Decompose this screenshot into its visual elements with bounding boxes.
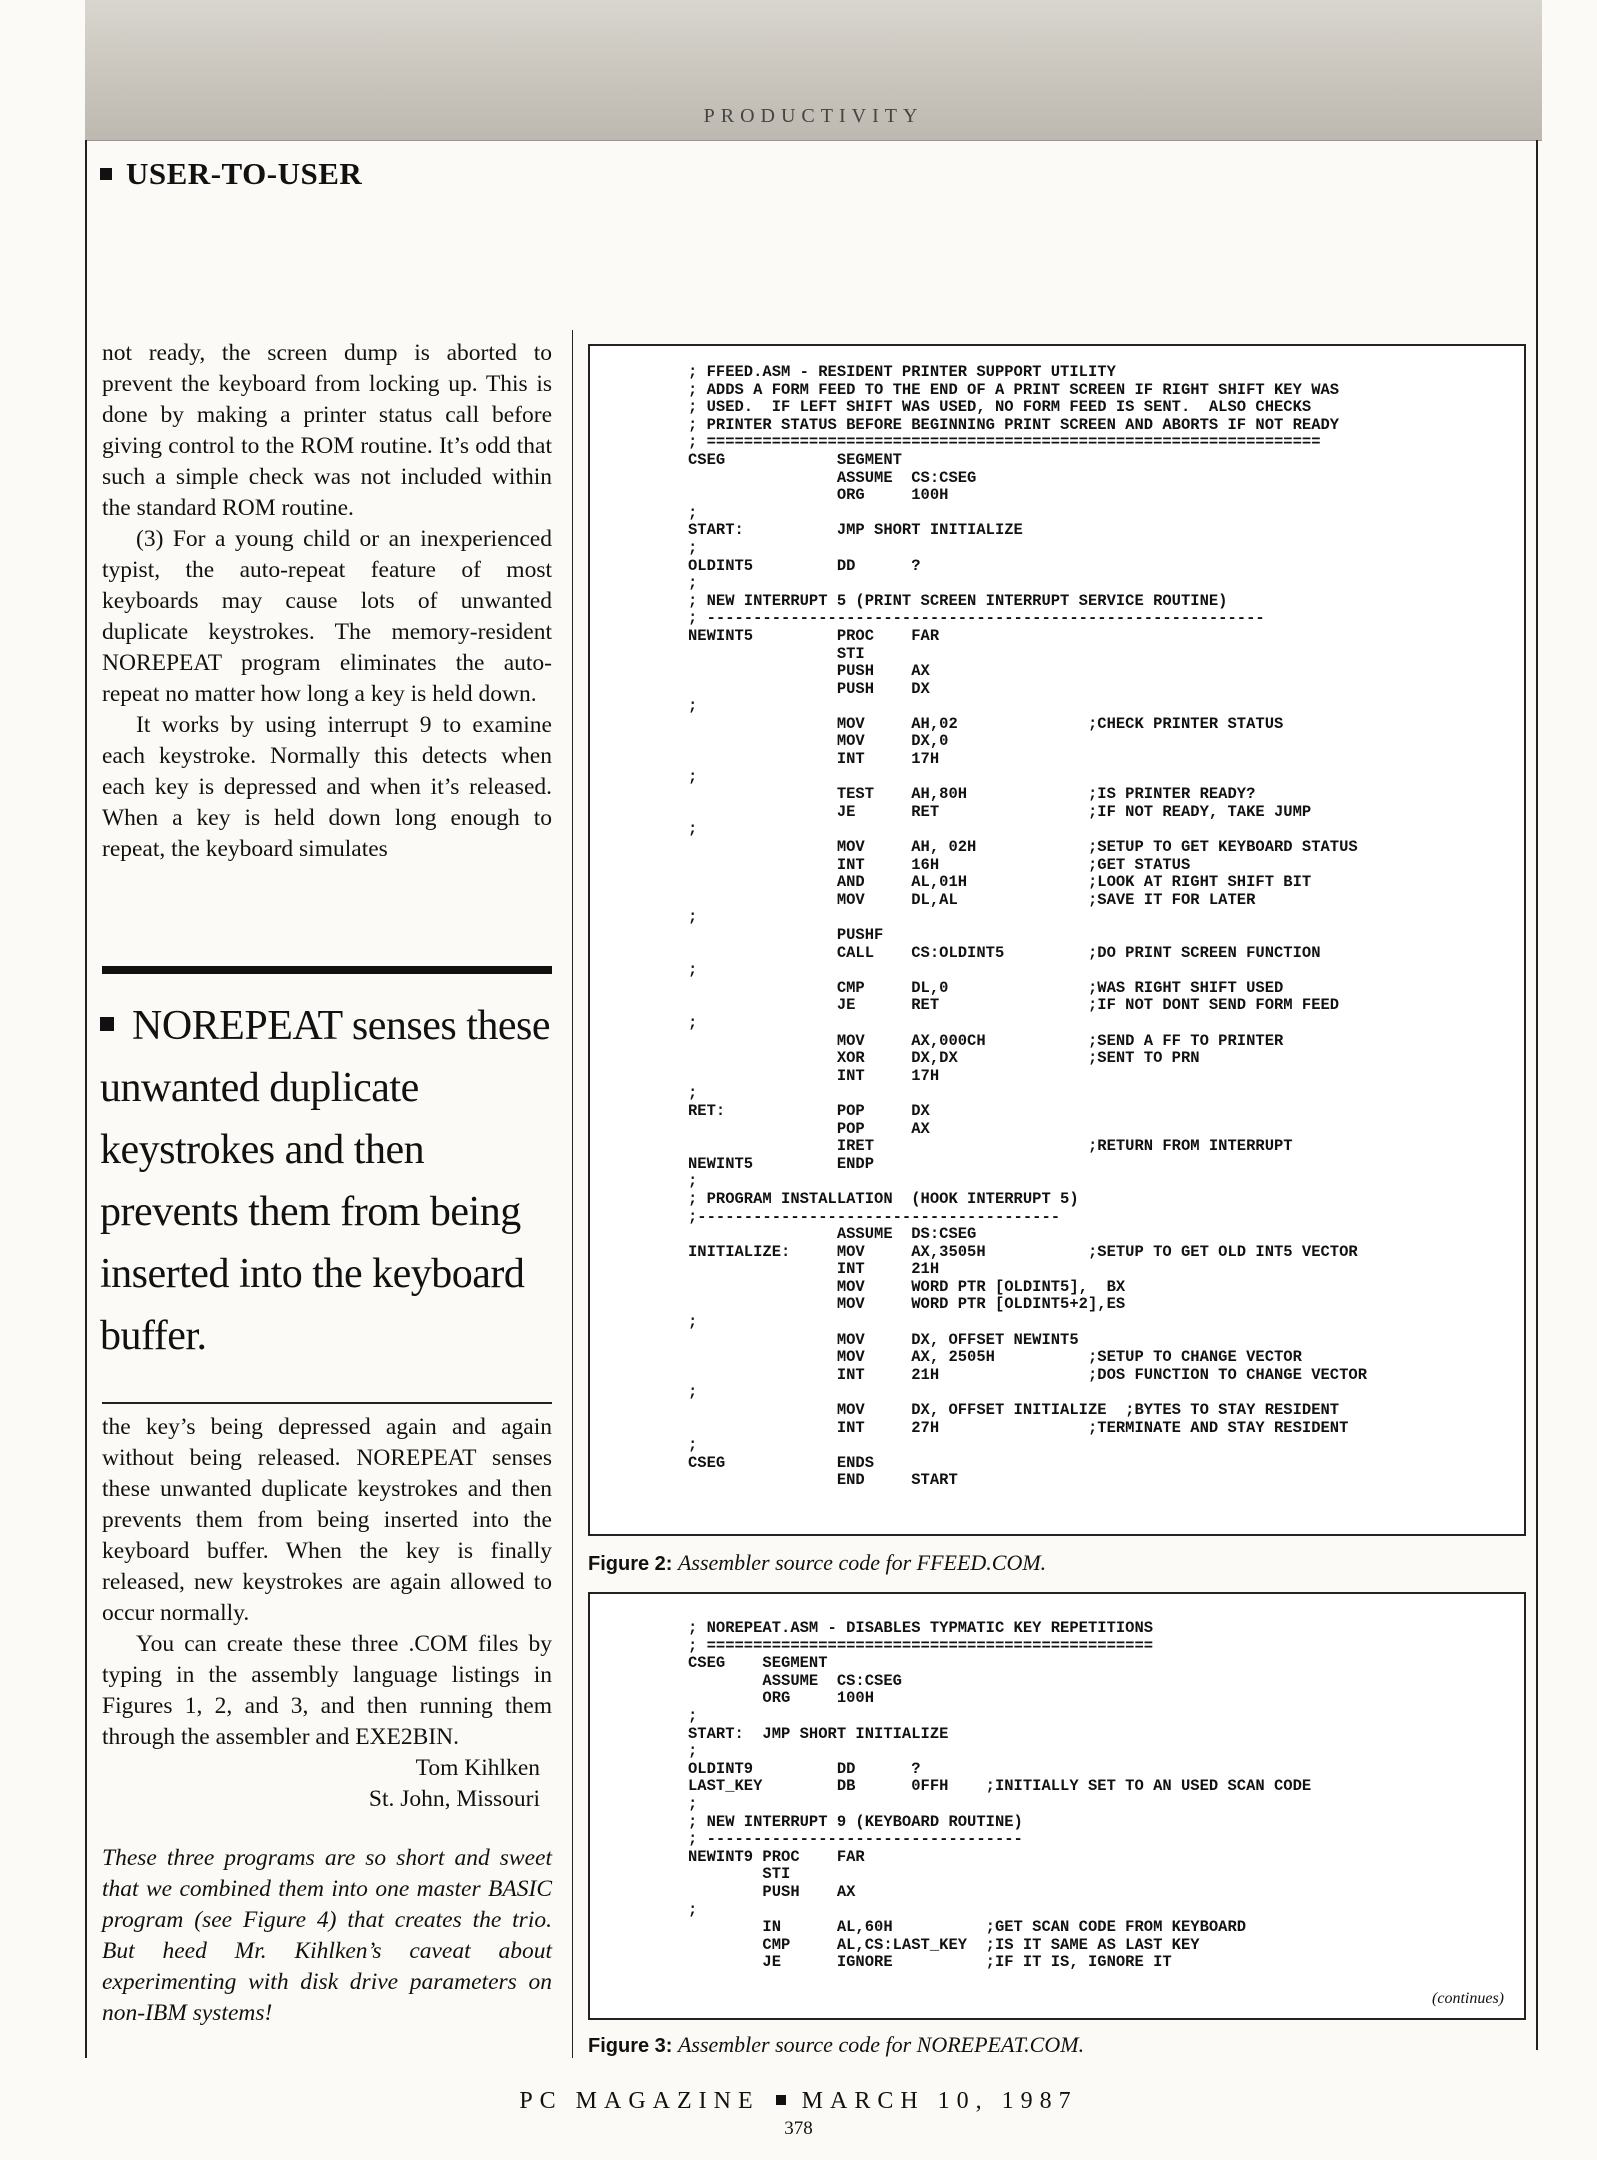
figure-3-code-box: [588, 1592, 1526, 2020]
pullquote-rule-bottom: [102, 1402, 552, 1404]
paragraph-4: the key’s being depressed again and again without being released. NOREPEAT senses these unwanted duplicate keystrokes and then prevents them from being inserted into the keyboard buffer. When the key is finally released, new keystrokes are again allowed to occur normally.: [102, 1414, 552, 1626]
department-title: [100, 156, 362, 192]
figure-3-caption-text: Assembler source code for NOREPEAT.COM.: [677, 2032, 1085, 2057]
figure-2-label: Figure 2:: [588, 1553, 673, 1575]
footer-masthead: [0, 2088, 1597, 2115]
footer-date: MARCH 10, 1987: [801, 2088, 1078, 2114]
paragraph-3: It works by using interrupt 9 to examine each keystroke. Normally this detects when each key is depressed and when it’s released. When a key is held down long enough to repeat, the keyboard simulates: [102, 712, 552, 862]
figure-3-caption: [588, 2032, 1084, 2058]
figure-3-code: ; NOREPEAT.ASM - DISABLES TYPMATIC KEY REPETITIONS ; ================================================ CSEG SEGMENT ASSUME CS:CSEG ORG 100H ; START: JMP SHORT INITIALIZE ; OLDINT9 DD ? LAST_KEY DB 0FFH ;INITIALLY SET TO AN USED SCAN CODE ; ; NEW INTERRUPT 9 (KEYBOARD ROUTINE) ; ---------------------------------- NEWINT9 PROC FAR STI PUSH AX ; IN AL,60H ;GET SCAN CODE FROM KEYBOARD CMP AL,CS:LAST_KEY ;IS IT SAME AS LAST KEY JE IGNORE ;IF IT IS, IGNORE IT: [688, 1619, 1312, 1972]
figure-2-code: ; FFEED.ASM - RESIDENT PRINTER SUPPORT UTILITY ; ADDS A FORM FEED TO THE END OF A PRINT SCREEN IF RIGHT SHIFT KEY WAS ; USED. IF LEFT SHIFT WAS USED, NO FORM FEED IS SENT. ALSO CHECKS ; PRINTER STATUS BEFORE BEGINNING PRINT SCREEN AND ABORTS IF NOT READY ; ================================================================== CSEG SEGMENT ASSUME CS:CSEG ORG 100H ; START: JMP SHORT INITIALIZE ; OLDINT5 DD ? ; ; NEW INTERRUPT 5 (PRINT SCREEN INTERRUPT SERVICE ROUTINE) ; ------------------------------------------------------------ NEWINT5 PROC FAR STI PUSH AX PUSH DX ; MOV AH,02 ;CHECK PRINTER STATUS MOV DX,0 INT 17H ; TEST AH,80H ;IS PRINTER READY? JE RET ;IF NOT READY, TAKE JUMP ; MOV AH, 02H ;SETUP TO GET KEYBOARD STATUS INT 16H ;GET STATUS AND AL,01H ;LOOK AT RIGHT SHIFT BIT MOV DL,AL ;SAVE IT FOR LATER ; PUSHF CALL CS:OLDINT5 ;DO PRINT SCREEN FUNCTION ; CMP DL,0 ;WAS RIGHT SHIFT USED JE RET ;IF NOT DONT SEND FORM FEED ; MOV AX,000CH ;SEND A FF TO PRINTER XOR DX,DX ;SENT TO PRN INT 17H ; RET: POP DX POP AX IRET ;RETURN FROM INTERRUPT NEWINT5 ENDP ; ; PROGRAM INSTALLATION (HOOK INTERRUPT 5) ;--------------------------------------- ASSUME DS:CSEG INITIALIZE: MOV AX,3505H ;SETUP TO GET OLD INT5 VECTOR INT 21H MOV WORD PTR [OLDINT5], BX MOV WORD PTR [OLDINT5+2],ES ; MOV DX, OFFSET NEWINT5 MOV AX, 2505H ;SETUP TO CHANGE VECTOR INT 21H ;DOS FUNCTION TO CHANGE VECTOR ; MOV DX, OFFSET INITIALIZE ;BYTES TO STAY RESIDENT INT 27H ;TERMINATE AND STAY RESIDENT ; CSEG ENDS END START: [688, 363, 1368, 1490]
department-label: USER-TO-USER: [126, 156, 363, 191]
left-border: [85, 140, 87, 2058]
pull-quote-text: NOREPEAT senses these unwanted duplicate keystrokes and then prevents them from being inserted into the keyboard buffer.: [100, 1003, 551, 1359]
right-border: [1536, 140, 1538, 2050]
top-banner: [85, 0, 1542, 141]
bullet-square-icon: [100, 1017, 114, 1031]
author-location: St. John, Missouri: [368, 1786, 540, 1812]
continues-note: (continues): [1432, 1990, 1504, 2007]
pull-quote: [100, 995, 560, 1367]
footer-magazine: PC MAGAZINE: [519, 2088, 760, 2114]
paragraph-5: You can create these three .COM files by typing in the assembly language listings in Figures 1, 2, and 3, and then running them through the assembler and EXE2BIN.: [102, 1631, 552, 1750]
footer-separator-icon: [776, 2095, 786, 2105]
paragraph-1: not ready, the screen dump is aborted to prevent the keyboard from locking up. This is done by making a printer status call before giving control to the ROM routine. It’s odd that such a simple check was not included within the standard ROM routine.: [102, 340, 552, 521]
bullet-square-icon: [100, 168, 112, 180]
pullquote-rule-top: [102, 966, 552, 974]
page-number: 378: [784, 2118, 813, 2139]
paragraph-2: (3) For a young child or an inexperienced typist, the auto-repeat feature of most keyboards may cause lots of unwanted duplicate keystrokes. The memory-resident NOREPEAT program eliminates the auto-repeat no matter how long a key is held down.: [102, 526, 552, 707]
editor-note: These three programs are so short and sweet that we combined them into one master BASIC program (see Figure 4) that creates the trio. But heed Mr. Kihlken’s caveat about experimenting with disk drive parameters on non-IBM systems!: [102, 1845, 552, 2026]
figure-3-label: Figure 3:: [588, 2035, 673, 2057]
figure-2-caption-text: Assembler source code for FFEED.COM.: [677, 1550, 1047, 1575]
figure-2-code-box: [588, 344, 1526, 1536]
author-name: Tom Kihlken: [415, 1755, 540, 1781]
column-divider: [572, 330, 573, 2058]
section-label: PRODUCTIVITY: [703, 105, 924, 127]
left-column-top: [102, 338, 552, 865]
left-column-bottom: [102, 1412, 552, 2029]
figure-2-caption: [588, 1550, 1046, 1576]
